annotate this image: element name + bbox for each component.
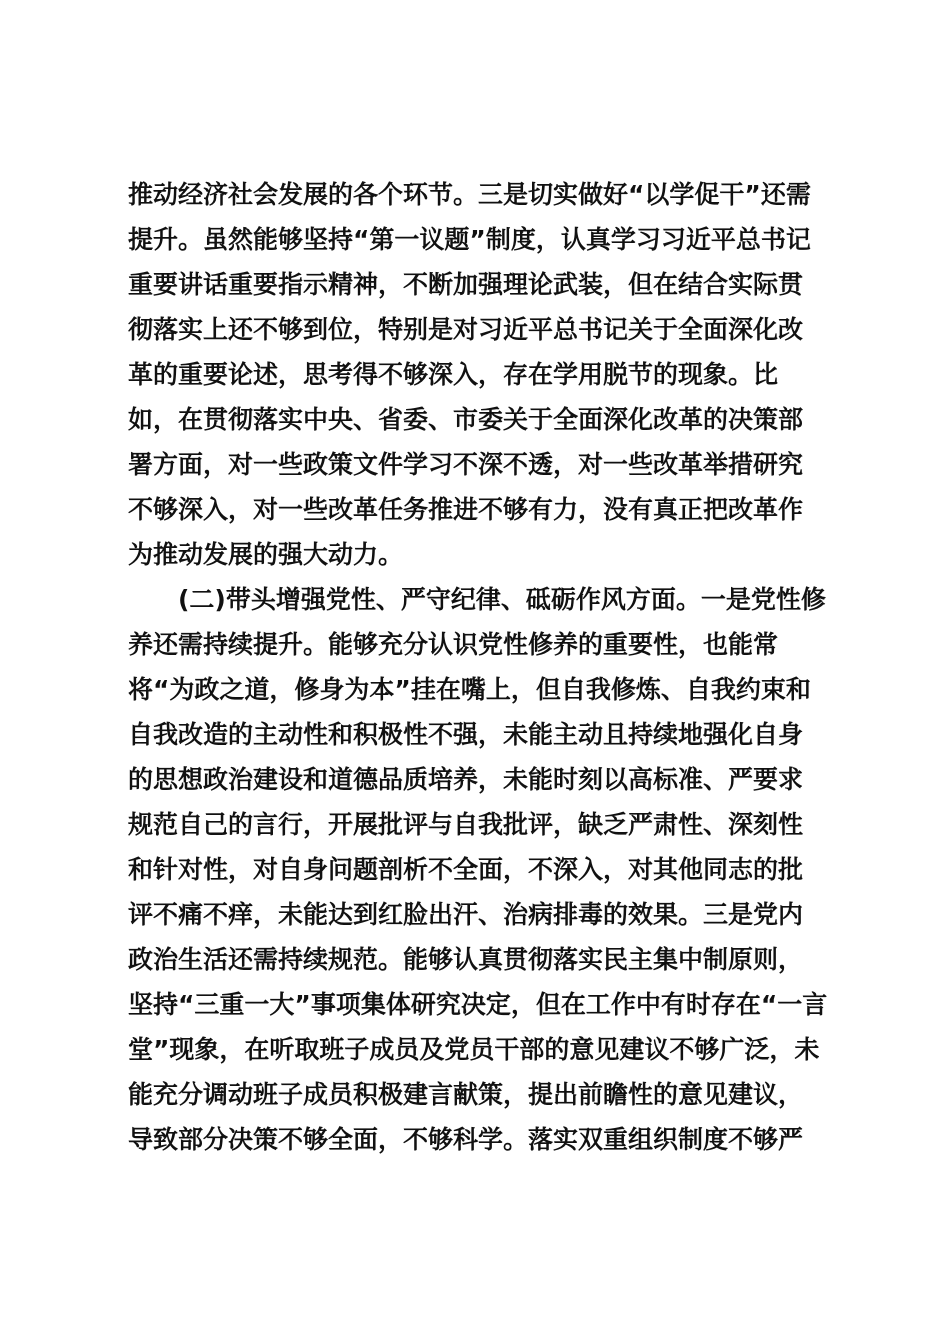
text-line: 评不痛不痒，未能达到红脸出汗、治病排毒的效果。三是党内 bbox=[128, 900, 804, 929]
text-line: 不够深入，对一些改革任务推进不够有力，没有真正把改革作 bbox=[128, 495, 804, 524]
text-line: 的思想政治建设和道德品质培养，未能时刻以高标准、严要求 bbox=[128, 765, 804, 794]
text-line: 署方面，对一些政策文件学习不深不透，对一些改革举措研究 bbox=[128, 450, 804, 479]
text-line: 如，在贯彻落实中央、省委、市委关于全面深化改革的决策部 bbox=[128, 405, 804, 434]
text-line: 规范自己的言行，开展批评与自我批评，缺乏严肃性、深刻性 bbox=[128, 810, 804, 839]
text-line: 革的重要论述，思考得不够深入，存在学用脱节的现象。比 bbox=[128, 360, 779, 389]
text-line: 养还需持续提升。能够充分认识党性修养的重要性，也能常 bbox=[128, 630, 779, 659]
text-line: 坚持“三重一大”事项集体研究决定，但在工作中有时存在“一言 bbox=[128, 990, 828, 1019]
text-line: 政治生活还需持续规范。能够认真贯彻落实民主集中制原则， bbox=[128, 945, 804, 974]
text-line: 为推动发展的强大动力。 bbox=[128, 540, 404, 569]
paragraph-heading-line: (二)带头增强党性、严守纪律、砥砺作风方面。一是党性修 bbox=[178, 585, 826, 614]
text-line: 重要讲话重要指示精神，不断加强理论武装，但在结合实际贯 bbox=[128, 270, 804, 299]
text-line: 能充分调动班子成员积极建言献策，提出前瞻性的意见建议， bbox=[128, 1080, 804, 1109]
text-line: 将“为政之道，修身为本”挂在嘴上，但自我修炼、自我约束和 bbox=[128, 675, 811, 704]
text-line: 和针对性，对自身问题剖析不全面，不深入，对其他同志的批 bbox=[128, 855, 804, 884]
text-line: 导致部分决策不够全面，不够科学。落实双重组织制度不够严 bbox=[128, 1125, 804, 1154]
text-line: 自我改造的主动性和积极性不强，未能主动且持续地强化自身 bbox=[128, 720, 804, 749]
text-line: 推动经济社会发展的各个环节。三是切实做好“以学促干”还需 bbox=[128, 180, 811, 209]
text-line: 提升。虽然能够坚持“第一议题”制度，认真学习习近平总书记 bbox=[128, 225, 811, 254]
document-body bbox=[128, 172, 828, 1162]
text-line: 堂”现象，在听取班子成员及党员干部的意见建议不够广泛，未 bbox=[128, 1035, 820, 1064]
text-line: 彻落实上还不够到位，特别是对习近平总书记关于全面深化改 bbox=[128, 315, 804, 344]
